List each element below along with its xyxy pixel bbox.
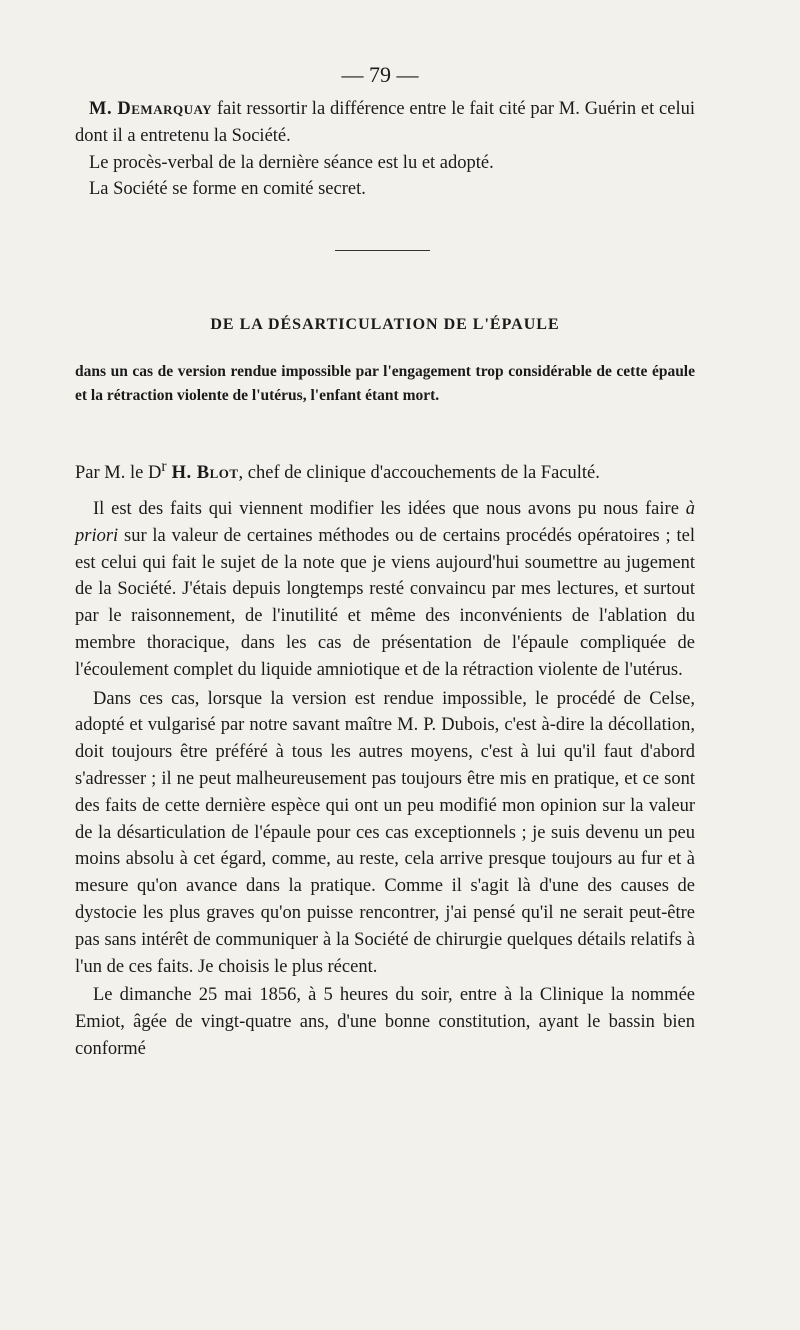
intro-paragraph-3: La Société se forme en comité secret. [89,179,366,200]
section-divider [335,250,430,251]
byline-prefix: Par M. le D [75,463,162,484]
article-byline [75,454,695,486]
body-paragraph-3: Le dimanche 25 mai 1856, à 5 heures du soir, entre à la Clinique la nommée Emiot, âgée de vingt-quatre ans, d'une bonne constitution, ayant le bassin bien conformé [75,985,695,1059]
article-body [75,496,695,1063]
article-subtitle: dans un cas de version rendue impossible par l'engagement trop considérable de cette épaule et la rétraction violente de l'utérus, l'enfant étant mort. [75,363,695,404]
byline-suffix: , chef de clinique d'accouchements de la Faculté. [238,463,600,484]
intro-paragraph-1-text: fait ressortir la différence entre le fait cité par M. Guérin et celui dont il a entretenu la Société. [75,99,696,146]
body-paragraph-1-part-a: Il est des faits qui viennent modifier les idées que nous avons pu nous faire [93,499,686,519]
page-number: — 79 — [341,62,419,87]
author-name: H. Blot [166,463,239,484]
speaker-name: M. Demarquay [89,99,213,119]
byline-superscript: r [161,458,167,475]
intro-paragraph-2: Le procès-verbal de la dernière séance est lu et adopté. [89,152,494,173]
body-paragraph-1-emphasis: à priori [75,499,695,546]
intro-section [75,96,695,203]
article-title: DE LA DÉSARTICULATION DE L'ÉPAULE [210,316,560,333]
intro-paragraph-1 [75,96,695,150]
body-paragraph-2: Dans ces cas, lorsque la version est rendue impossible, le procédé de Celse, adopté et vulgarisé par notre savant maître M. P. Dubois, c'est à-dire la décollation, doit toujours être préféré à tous les autres moyens, c'est à lui qu'il faut d'abord s'adresser ; il ne peut malheureusement pas toujours être mis en pratique, et ce sont des faits de cette dernière espèce qui ont un peu modifié mon opinion sur la valeur de la désarticulation de l'épaule pour ces cas exceptionnels ; je suis devenu un peu moins absolu à cet égard, comme, au reste, cela arrive presque toujours au fur et à mesure qu'on avance dans la pratique. Comme il s'agit là d'une des causes de dystocie les plus graves qu'on puisse rencontrer, j'ai pensé qu'il ne serait peut-être pas sans intérêt de communiquer à la Société de chirurgie quelques détails relatifs à l'un de ces faits. Je choisis le plus récent. [75,688,695,977]
body-paragraph-1 [75,496,695,684]
body-paragraph-1-part-b: sur la valeur de certaines méthodes ou de certains procédés opératoires ; tel est celui qui fait le sujet de la note que je viens aujourd'hui soumettre au jugement de la Société. J'étais depuis longtemps resté convaincu par mes lectures, et surtout par le raisonnement, de l'inutilité et même des inconvénients de l'ablation du membre thoracique, dans les cas de présentation de l'épaule compliquée de l'écoulement complet du liquide amniotique et de la rétraction violente de l'utérus. [75,525,695,680]
